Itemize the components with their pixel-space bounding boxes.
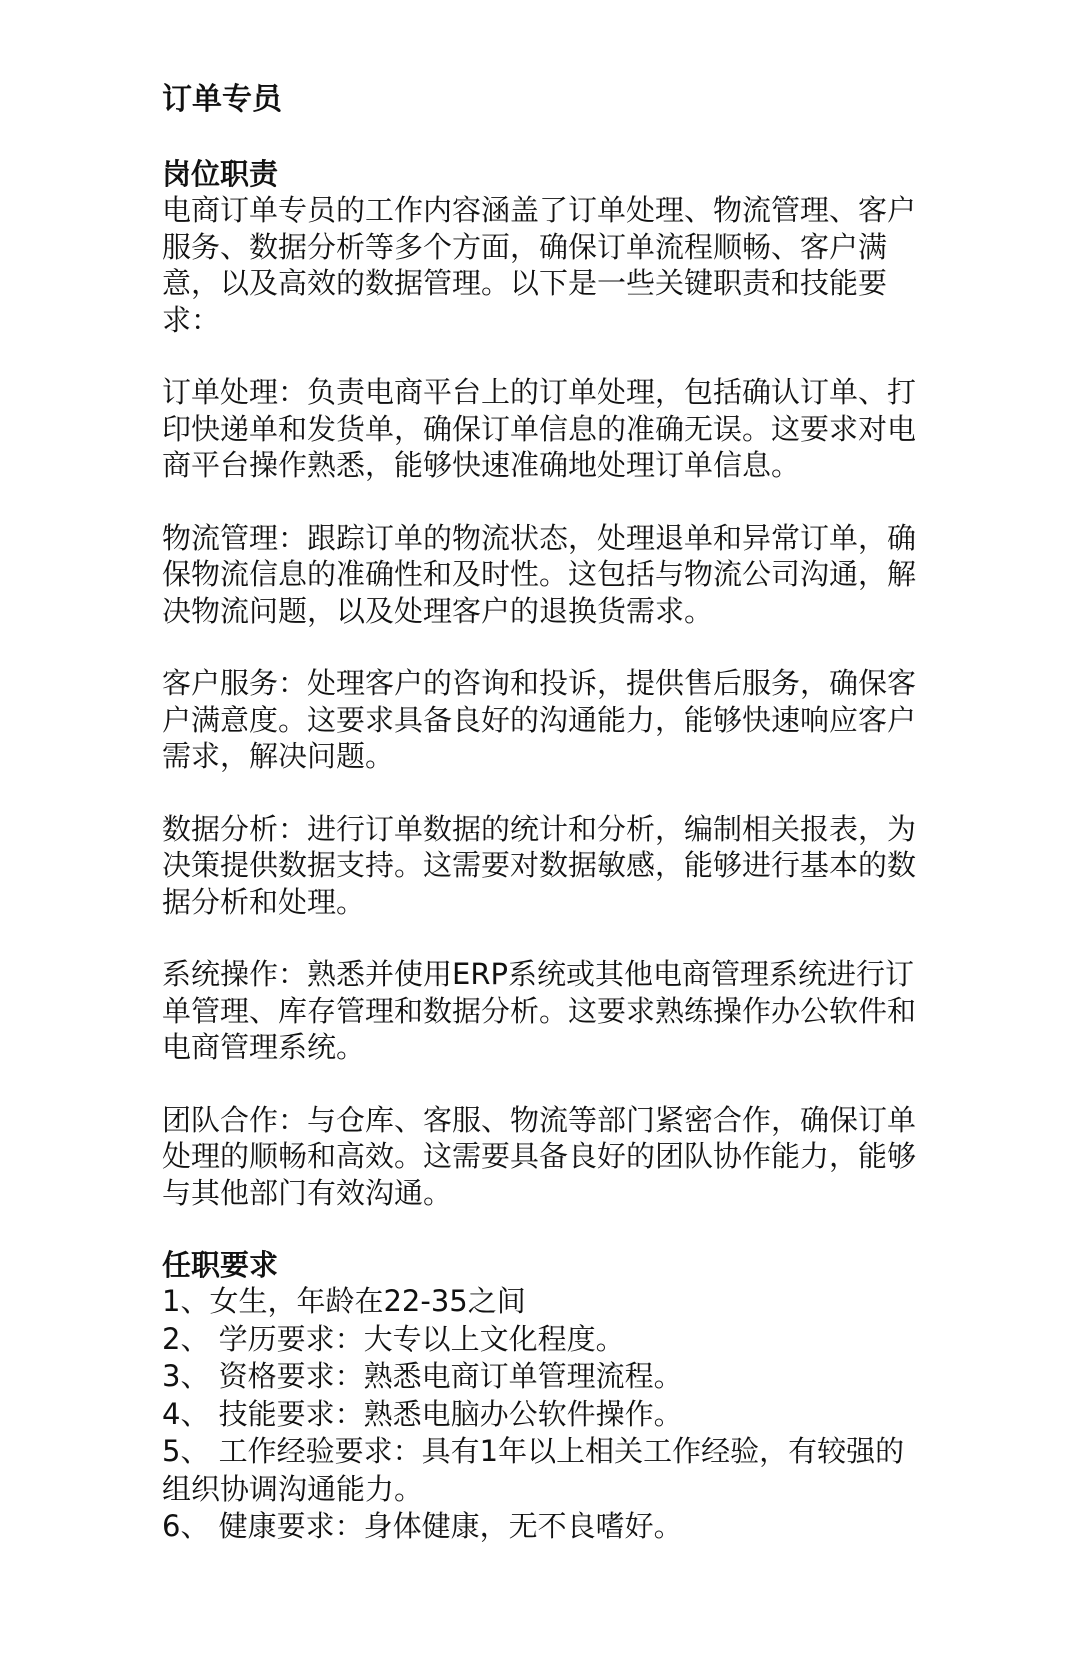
requirement-item: 4、 技能要求：熟悉电脑办公软件操作。 — [162, 1396, 683, 1431]
document-page — [162, 78, 922, 1546]
requirements-heading: 任职要求 — [162, 1248, 279, 1282]
responsibilities-intro: 电商订单专员的工作内容涵盖了订单处理、物流管理、客户服务、数据分析等多个方面，确保订单流程顺畅、客户满意，以及高效的数据管理。以下是一些关键职责和技能要求： — [162, 193, 917, 337]
duty-logistics: 物流管理：跟踪订单的物流状态，处理退单和异常订单，确保物流信息的准确性和及时性。这包括与物流公司沟通，解决物流问题，以及处理客户的退换货需求。 — [162, 520, 917, 628]
requirement-item: 5、 工作经验要求：具有1年以上相关工作经验，有较强的组织协调沟通能力。 — [162, 1434, 905, 1506]
requirement-item: 2、 学历要求：大专以上文化程度。 — [162, 1321, 625, 1356]
page-title: 订单专员 — [162, 82, 282, 117]
requirement-item: 6、 健康要求：身体健康，无不良嗜好。 — [162, 1509, 683, 1543]
duty-system-operation: 系统操作：熟悉并使用ERP系统或其他电商管理系统进行订单管理、库存管理和数据分析。这要求熟练操作办公软件和电商管理系统。 — [162, 957, 917, 1064]
requirement-item: 1、女生，年龄在22-35之间 — [162, 1284, 526, 1318]
duty-customer-service: 客户服务：处理客户的咨询和投诉，提供售后服务，确保客户满意度。这要求具备良好的沟通能力，能够快速响应客户需求，解决问题。 — [162, 666, 917, 773]
responsibilities-heading: 岗位职责 — [162, 157, 279, 191]
requirements-list — [162, 1283, 922, 1546]
duty-data-analysis: 数据分析：进行订单数据的统计和分析，编制相关报表，为决策提供数据支持。这需要对数据敏感，能够进行基本的数据分析和处理。 — [162, 811, 917, 919]
duty-teamwork: 团队合作：与仓库、客服、物流等部门紧密合作，确保订单处理的顺畅和高效。这需要具备良好的团队协作能力，能够与其他部门有效沟通。 — [162, 1102, 917, 1210]
duty-order-processing: 订单处理：负责电商平台上的订单处理，包括确认订单、打印快递单和发货单，确保订单信息的准确无误。这要求对电商平台操作熟悉，能够快速准确地处理订单信息。 — [162, 375, 917, 482]
responsibilities-section — [162, 156, 922, 1211]
requirement-item: 3、 资格要求：熟悉电商订单管理流程。 — [162, 1359, 683, 1393]
requirements-section — [162, 1247, 922, 1546]
